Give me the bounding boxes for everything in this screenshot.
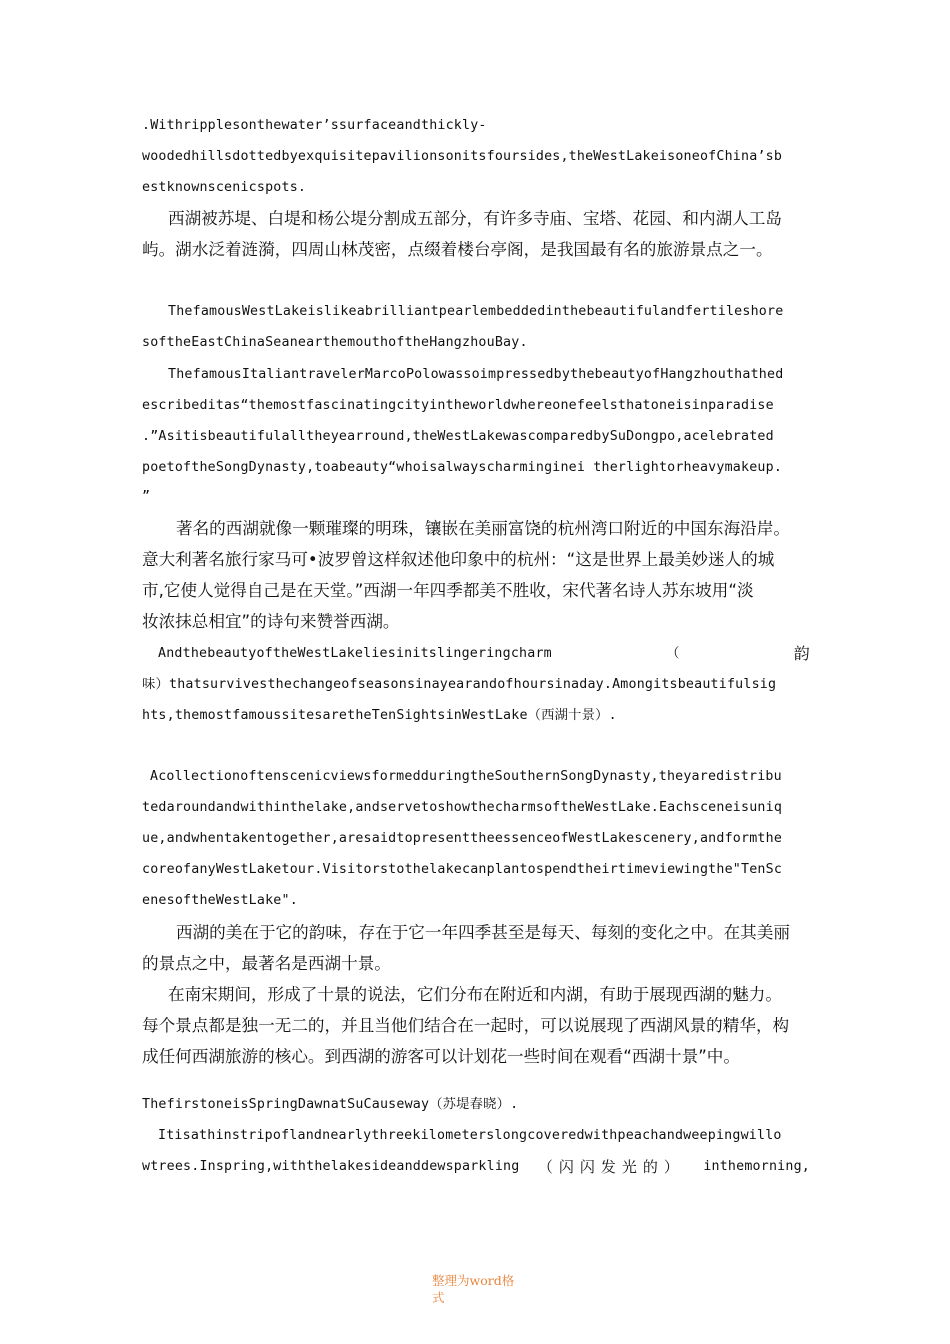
footer-line: 整理为word格 [432,1273,515,1288]
text-line: .”Asitisbeautifulalltheyearround,theWestLakewascomparedbySuDongpo,acelebrated [142,429,774,444]
text-line: 屿。湖水泛着涟漪，四周山林茂密，点缀着楼台亭阁，是我国最有名的旅游景点之一。 [142,240,773,259]
text-line: coreofanyWestLaketour.Visitorstothelakecanplantospendtheirtimeviewingthe"TenSc [142,862,783,877]
text-span: （ [666,646,680,661]
text-line: 西湖被苏堤、白堤和杨公堤分割成五部分，有许多寺庙、宝塔、花园、和内湖人工岛 [168,209,782,228]
text-line: poetoftheSongDynasty,toabeauty“whoisalwayscharminginei therlightorheavymakeup. [142,460,783,475]
text-line: escribeditas“themostfascinatingcityintheworldwhereonefeelsthatoneisinparadise [142,398,774,413]
text-line: Itisathinstripoflandnearlythreekilometerslongcoveredwithpeachandweepingwillo [158,1128,782,1143]
text-line: 成任何西湖旅游的核心。到西湖的游客可以计划花一些时间在观看“西湖十景”中。 [142,1047,740,1066]
text-span: AndthebeautyoftheWestLakeliesinitslingeringcharm [158,646,552,661]
text-line: ThefirstoneisSpringDawnatSuCauseway（苏堤春晓）. [142,1097,519,1112]
text-line: AcollectionoftenscenicviewsformedduringtheSouthernSongDynasty,theyaredistribu [150,769,782,784]
text-line: 妆浓抹总相宜”的诗句来赞誉西湖。 [142,612,400,631]
text-line: 的景点之中，最著名是西湖十景。 [142,954,391,973]
text-span: 韵 [793,644,810,663]
text-line: 市,它使人觉得自己是在天堂。”西湖一年四季都美不胜收，宋代著名诗人苏东坡用“淡 [142,581,754,600]
text-line: ThefamousWestLakeislikeabrilliantpearlembeddedinthebeautifulandfertileshore [168,304,784,319]
text-line: ue,andwhentakentogether,aresaidtopresenttheessenceofWestLakescenery,andformthe [142,831,783,846]
text-line: enesoftheWestLake". [142,893,298,908]
text-line: hts,themostfamoussitesaretheTenSightsinWestLake（西湖十景）. [142,708,617,723]
text-span: wtrees.Inspring,withthelakesideanddewsparkling [142,1159,520,1174]
text-line: tedaroundandwithinthelake,andservetoshowthecharmsoftheWestLake.Eachsceneisuniq [142,800,783,815]
text-line: estknownscenicspots. [142,180,307,195]
text-line: 西湖的美在于它的韵味，存在于它一年四季甚至是每天、每刻的变化之中。在其美丽 [176,923,790,942]
text-line: 味）thatsurvivesthechangeofseasonsinayearandofhoursinaday.Amongitsbeautifulsig [142,677,777,692]
text-line [142,1158,810,1176]
text-line: 每个景点都是独一无二的，并且当他们结合在一起时，可以说展现了西湖风景的精华，构 [142,1016,790,1035]
text-line: 意大利著名旅行家马可•波罗曾这样叙述他印象中的杭州：“这是世界上最美妙迷人的城 [142,550,775,569]
text-span: （闪闪发光的） [537,1158,685,1176]
page-footer [432,1272,522,1306]
text-line: 著名的西湖就像一颗璀璨的明珠，镶嵌在美丽富饶的杭州湾口附近的中国东海沿岸。 [176,519,790,538]
text-line: 在南宋期间，形成了十景的说法，它们分布在附近和内湖，有助于展现西湖的魅力。 [168,985,782,1004]
text-line: ” [142,489,151,504]
text-line: woodedhillsdottedbyexquisitepavilionsonitsfoursides,theWestLakeisoneofChina’sb [142,149,783,164]
footer-line: 式 [432,1290,445,1305]
text-line: ThefamousItaliantravelerMarcoPolowassoimpressedbythebeautyofHangzhouthathed [168,367,784,382]
text-span: inthemorning, [703,1159,810,1174]
text-line: .Withripplesonthewater’ssurfaceandthickly- [142,118,487,133]
text-line [158,645,810,663]
text-line: softheEastChinaSeanearthemouthoftheHangzhouBay. [142,335,528,350]
